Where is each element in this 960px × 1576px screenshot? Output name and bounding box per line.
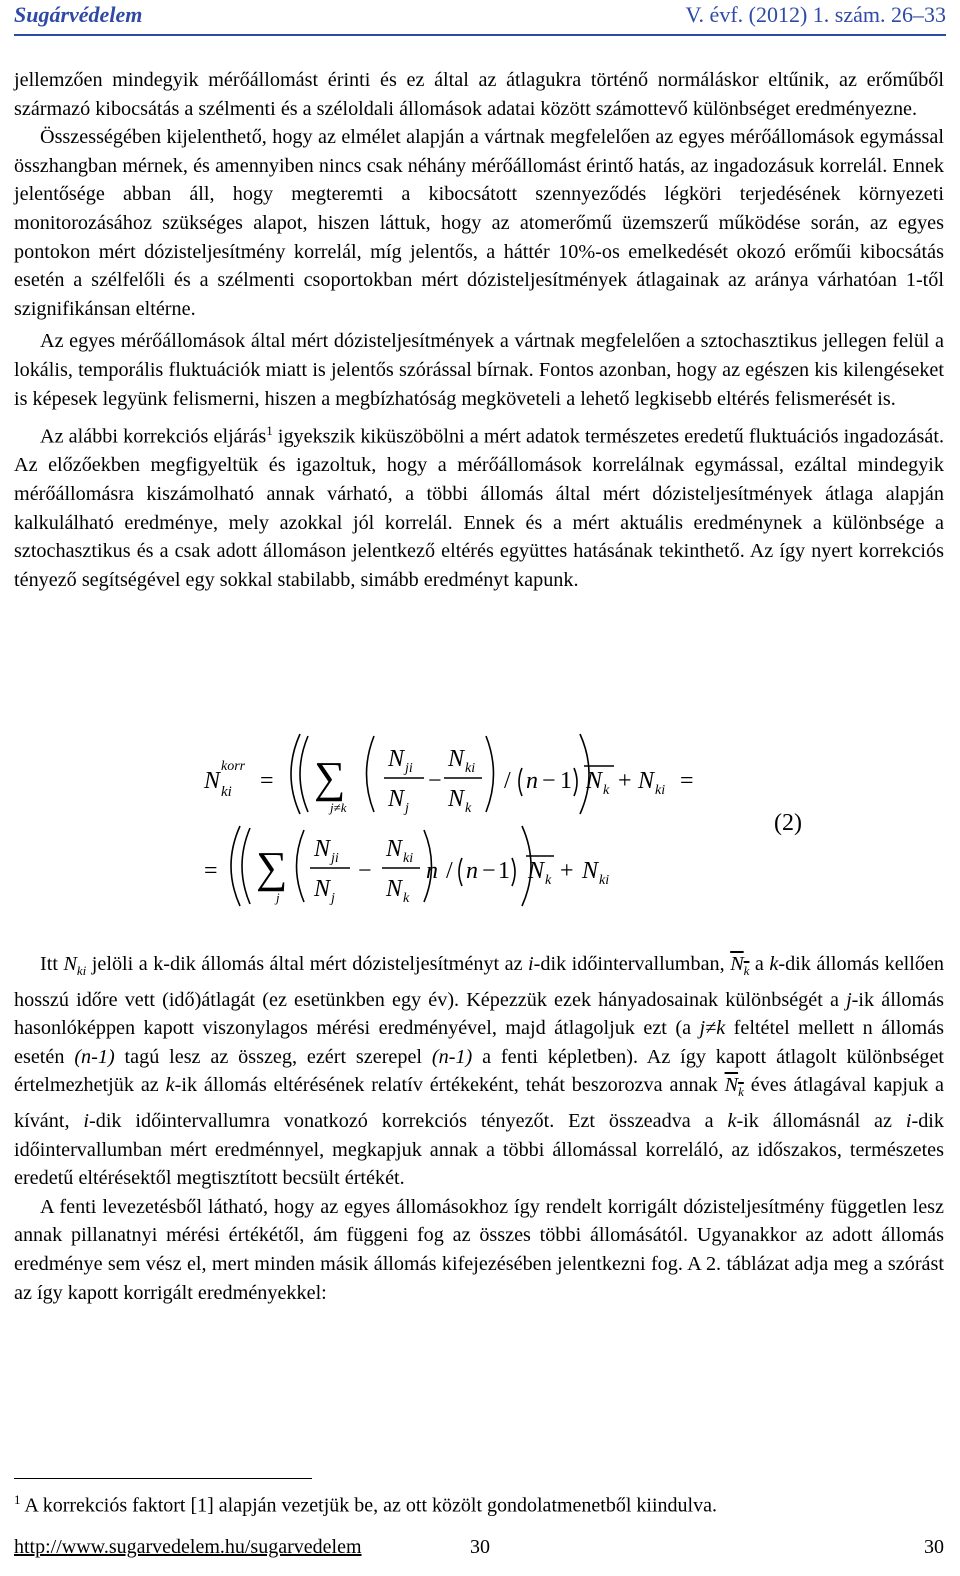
p5-text-1: Itt — [40, 953, 58, 975]
eq2-N-k-bar: N — [528, 858, 545, 884]
eq-slash-1: / — [504, 768, 511, 794]
p5-i3: i — [905, 1110, 912, 1133]
eq2-sub-ji: ji — [331, 851, 339, 866]
p5-text-5: -dik állomás kellően hosszú időre vett (idő)átlagát (ez esetünkben egy év). Képezzük ezek hányadosainak különbségét a — [14, 953, 945, 1011]
eq2-N-k: N — [386, 876, 403, 902]
footer-volume-number: 30 — [470, 1536, 490, 1558]
p5-text-12: -dik időintervallumra vonatkozó korrekciós tényezőt. Ezt összeadva a — [89, 1110, 714, 1133]
page-number: 30 — [924, 1536, 944, 1558]
eq2-sub-j: j — [331, 891, 335, 906]
footer-link[interactable]: http://www.sugarvedelem.hu/sugarvedelem — [14, 1536, 362, 1558]
eq2-N-ji: N — [314, 836, 331, 862]
p5-text-2: jelöli a k-dik állomás által mért dózisteljesítményt az — [91, 953, 523, 975]
p5-i: i — [528, 953, 534, 975]
p5-text-7: feltétel mellett n állomás esetén — [14, 1017, 945, 1068]
equation-2 — [14, 726, 944, 938]
p5-n1: (n-1) — [74, 1045, 115, 1068]
eq2-sub-k: k — [403, 891, 410, 906]
eq-sub-k: k — [465, 801, 472, 816]
p5-text-10: -ik állomás eltérésének relatív értékeként, tehát beszorozva annak — [174, 1074, 718, 1097]
paragraph-1: jellemzően mindegyik mérőállomást érinti és ez által az átlagukra történő normáláskor eltűnik, az erőműből származó kibocsátás a szélmenti és a széloldali állomások adatai között számottevő különbséget eredményezne. — [14, 69, 944, 120]
inline-N-k-bar-2: $N_k$ — [724, 1074, 744, 1100]
eq-equals-2: = — [680, 768, 694, 794]
equation-svg — [14, 726, 944, 938]
footnote-mark: 1 — [14, 1492, 21, 1507]
eq2-minus-1: − — [358, 858, 372, 884]
p5-k: k — [769, 953, 779, 975]
eq-plus-1: + — [618, 768, 632, 794]
eq2-minus-2: − — [482, 858, 496, 884]
eq-equals-3: = — [204, 858, 218, 884]
issue-info: V. évf. (2012) 1. szám. 26–33 — [685, 2, 946, 27]
eq-N-ki-2: N — [638, 768, 655, 794]
eq-sub-ki: ki — [465, 761, 476, 776]
eq2-sub-k-bar: k — [545, 873, 552, 888]
eq2-N-ki-2: N — [582, 858, 599, 884]
eq-N-ki: N — [448, 746, 465, 772]
footnote-ref[interactable]: 1 — [266, 423, 273, 439]
eq-sub-j: j — [405, 801, 409, 816]
eq-N-k: N — [448, 786, 465, 812]
eq-N-k-bar: N — [586, 768, 603, 794]
paragraph-4-rest: igyekszik kiküszöbölni a mért adatok természetes eredetű fluktuációs ingadozását. Az előzőekben megfigyeltük és igazoltuk, hogy a mérőállomások korrelálnak egymással, ezáltal mindegyik mérőállomásra kiszámolható annak várható, a többi állomás által mért dózisteljesítmények átlaga alapján kalkulálható eredménye, mely azokkal jól korrelál. Ennek és a mért aktuális eredménynek a különbsége a sztochasztikus és a csak adott állomáson jelentkező eltérés együttes hatásának tekinthető. Az így nyert korrekciós tényező segítségével egy sokkal stabilabb, simább eredményt kapunk. — [14, 425, 945, 591]
p5-k2: k — [165, 1074, 175, 1097]
eq2-plus: + — [560, 858, 574, 884]
eq-sum-1: ∑ — [314, 753, 346, 802]
eq-sum-cond-1: j≠k — [330, 800, 347, 815]
eq2-n: n — [426, 858, 438, 884]
p5-text-11: éves átlagával kapjuk a kívánt, — [14, 1074, 945, 1133]
inline-N-ki: $N_{ki}$ — [63, 953, 87, 979]
p5-text-4: a — [754, 953, 764, 975]
eq-N-lhs: N — [204, 768, 221, 794]
paragraph-4 — [14, 417, 944, 594]
eq-number: (2) — [774, 810, 802, 836]
journal-title: Sugárvédelem — [14, 2, 143, 27]
p5-k3: k — [727, 1110, 737, 1133]
page-footer — [14, 1536, 944, 1566]
eq-sub-ki-lhs: ki — [221, 784, 232, 800]
eq2-one: 1 — [498, 858, 510, 884]
eq-sub-k-bar: k — [603, 783, 610, 798]
p5-i2: i — [83, 1110, 89, 1133]
footnote-rule — [14, 1478, 312, 1479]
eq-sum-cond-2: j — [276, 890, 280, 905]
paragraph-3: Az egyes mérőállomások által mért dózisteljesítmények a vártnak megfelelően a sztochasztikus jellegen felül a lokális, temporális fluktuációk miatt is jelentős szórással bírnak. Fontos azonban, hogy az egészen kis kilengéseket is képesek legyünk felismerni, hiszen a megbízhatóság megköveteli a lehető legkisebb eltérés felismerését is. — [14, 330, 944, 410]
eq-one-1: 1 — [560, 768, 572, 794]
eq2-N-j: N — [314, 876, 331, 902]
eq2-sub-ki: ki — [403, 851, 414, 866]
eq-sub-ki-2: ki — [655, 783, 666, 798]
p5-j: j — [846, 988, 852, 1011]
footnote-text: A korrekciós faktort [1] alapján vezetjük be, az ott közölt gondolatmenetből kiindulva. — [20, 1494, 717, 1517]
eq-sup-korr: korr — [221, 759, 246, 774]
inline-N-k-bar: $N_k$ — [730, 953, 750, 979]
eq-n-1: n — [526, 768, 538, 794]
footnote — [14, 1492, 944, 1518]
p5-jk: j≠k — [699, 1017, 726, 1040]
eq2-n-2: n — [466, 858, 478, 884]
paragraph-2: Összességében kijelenthető, hogy az elmélet alapján a vártnak megfelelően az egyes mérőállomások egymással összhangban mérnek, és amennyiben nincs csak néhány mérőállomást érintő hatás, az ingadozásuk korrelál. Ennek jelentősége abban áll, hogy megteremti a kibocsátott szennyeződés légköri terjedésének környezeti monitorozásához szükséges alapot, hiszen láttuk, hogy az atomerőmű üzemszerű működése során, az egyes pontokon mért dózisteljesítmény korrelál, míg jelentős, a háttér 10%-os emelkedését okozó erőműi kibocsátás esetén a szélfelőli és a szélmenti csoportokban mért dózisteljesítmények átlagainak az aránya várhatóan 1-től szignifikánsan eltérne. — [14, 126, 944, 320]
p5-text-13: -ik állomásnál az — [736, 1110, 892, 1133]
body-text — [14, 66, 944, 594]
paragraph-4-start: Az alábbi korrekciós eljárás — [40, 425, 267, 448]
eq2-sub-ki-2: ki — [599, 873, 610, 888]
header-rule — [14, 34, 946, 36]
p5-text-6: -ik állomás hasonlóképpen kapott viszonylagos mérési eredményével, majd átlagoljuk ezt (a — [14, 988, 945, 1040]
p5-text-8: tagú lesz az összeg, ezért szerepel — [124, 1045, 423, 1068]
eq-sub-ji: ji — [405, 761, 413, 776]
body-text-after-equation — [14, 950, 944, 1307]
p5-text-14: -dik időintervallumban mért eredménnyel, megkapjuk annak a többi állomással korreláló, az időszakos, természetes eredetű eltérésektől megtisztított becsült értékét. — [14, 1110, 944, 1190]
paragraph-5 — [14, 950, 944, 1193]
eq-sum-2: ∑ — [256, 843, 288, 892]
p5-text-3: -dik időintervallumban, — [533, 953, 725, 975]
eq2-N-ki: N — [386, 836, 403, 862]
p5-n1b: (n-1) — [431, 1045, 473, 1068]
p5-text-9: a fenti képletben). Az így kapott átlagolt különbséget értelmezhetjük az — [14, 1045, 945, 1097]
eq-minus-2: − — [542, 768, 556, 794]
eq-minus-1: − — [428, 768, 442, 794]
eq-N-ji: N — [388, 746, 405, 772]
page-header — [14, 0, 946, 30]
paragraph-6: A fenti levezetésből látható, hogy az egyes állomásokhoz így rendelt korrigált dózisteljesítmény független lesz annak pillanatnyi mérési értékétől, ám függeni fog az összes többi állomásától. Ugyanakkor az adott állomás eredménye sem vész el, mert minden másik állomás kifejezésében jelentkezni fog. A 2. táblázat adja meg a szórást az így kapott korrigált eredményekkel: — [14, 1195, 944, 1304]
eq-equals-1: = — [260, 768, 274, 794]
eq2-slash: / — [446, 858, 453, 884]
eq-N-j: N — [388, 786, 405, 812]
